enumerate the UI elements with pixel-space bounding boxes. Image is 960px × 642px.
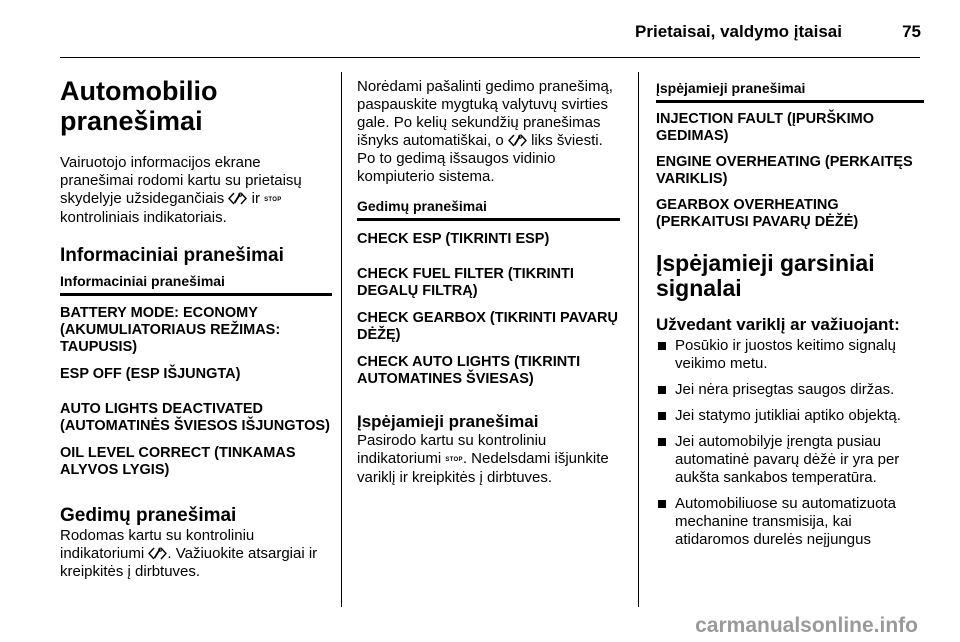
fault-paragraph xyxy=(60,527,332,581)
intro-text-a: Vairuotojo informacijos ekrane pranešimai rodomi kartu su prietaisų skydelyje užsidegančiais xyxy=(60,154,302,207)
fault-message: CHECK GEARBOX (TIKRINTI PAVARŲ DĖŽĘ) xyxy=(357,310,618,343)
header-title: Prietaisai, valdymo įtaisai xyxy=(635,22,842,41)
header-rule xyxy=(60,57,920,58)
reset-paragraph xyxy=(357,78,620,186)
intro-text-b: ir xyxy=(251,190,260,207)
sound-subheading: Užvedant variklį ar važiuojant: xyxy=(656,315,900,334)
bullet-square-icon xyxy=(658,342,666,350)
warn-table-head: Įspėjamieji pranešimai xyxy=(656,80,924,103)
stop-icon: STOP xyxy=(264,197,282,203)
list-item-text: Jei automobilyje įrengta pusiau automatinė pavarų dėžė ir yra per aukšta sankabos temperatūra. xyxy=(675,433,900,486)
bullet-square-icon xyxy=(658,386,666,394)
fault-heading: Gedimų pranešimai xyxy=(60,505,237,526)
list-item-text: Jei statymo jutikliai aptiko objektą. xyxy=(675,407,901,424)
sound-heading: Įspėjamieji garsiniai signalai xyxy=(656,250,875,301)
list-item xyxy=(656,495,924,549)
reset-text-a: Norėdami pašalinti gedimo pranešimą, paspauskite mygtuką valytuvų svirties gale. Po kelių sekundžių pranešimas išnyks automatiškai, o xyxy=(357,78,613,149)
list-item xyxy=(656,381,924,399)
list-item-text: Jei nėra prisegtas saugos diržas. xyxy=(675,381,895,398)
warn-text-a: Pasirodo kartu su kontroliniu indikatoriumi xyxy=(357,432,547,467)
fault-text-a: Rodomas kartu su kontroliniu indikatoriumi xyxy=(60,527,255,562)
warn-heading: Įspėjamieji pranešimai xyxy=(357,412,539,431)
info-message: ESP OFF (ESP IŠJUNGTA) xyxy=(60,366,241,382)
column-2 xyxy=(357,72,620,487)
warn-message: INJECTION FAULT (ĮPURŠKIMO GEDIMAS) xyxy=(656,111,875,144)
stop-icon: STOP xyxy=(445,457,463,463)
fault-message: CHECK FUEL FILTER (TIKRINTI DEGALŲ FILTRĄ) xyxy=(357,266,574,299)
sound-list xyxy=(656,337,924,549)
service-wrench-icon xyxy=(508,134,527,147)
bullet-square-icon xyxy=(658,500,666,508)
bullet-square-icon xyxy=(658,412,666,420)
list-item-text: Posūkio ir juostos keitimo signalų veikimo metu. xyxy=(675,337,896,372)
page-number: 75 xyxy=(902,22,921,41)
list-item xyxy=(656,433,924,487)
list-item-text: Automobiliuose su automatizuota mechanine transmisija, kai atidaromos durelės neįjungus xyxy=(675,495,896,548)
page-title: Automobilio pranešimai xyxy=(60,76,218,136)
info-message: OIL LEVEL CORRECT (TINKAMAS ALYVOS LYGIS) xyxy=(60,445,296,478)
service-wrench-icon xyxy=(228,192,247,205)
reset-text-b: liks šviesti. Po to gedimą išsaugos vidinio kompiuterio sistema. xyxy=(357,132,603,185)
warn-paragraph xyxy=(357,432,620,487)
info-heading: Informaciniai pranešimai xyxy=(60,245,284,266)
bullet-square-icon xyxy=(658,438,666,446)
intro-text-c: kontroliniais indikatoriais. xyxy=(60,209,227,226)
warn-message: ENGINE OVERHEATING (PERKAITĘS VARIKLIS) xyxy=(656,154,913,187)
fault-message: CHECK AUTO LIGHTS (TIKRINTI AUTOMATINES ŠVIESAS) xyxy=(357,354,581,387)
list-item xyxy=(656,407,924,425)
warn-message: GEARBOX OVERHEATING (PERKAITUSI PAVARŲ DĖŽĖ) xyxy=(656,197,859,230)
intro-paragraph xyxy=(60,154,332,227)
info-message: AUTO LIGHTS DEACTIVATED (AUTOMATINĖS ŠVIESOS IŠJUNGTOS) xyxy=(60,401,330,434)
fault-message: CHECK ESP (TIKRINTI ESP) xyxy=(357,231,550,247)
column-divider-2 xyxy=(638,72,639,607)
warn-text-b: . Nedelsdami išjunkite variklį ir kreipkitės į dirbtuves. xyxy=(357,450,609,486)
list-item xyxy=(656,337,924,373)
watermark: carmanualsonline.info xyxy=(695,614,918,637)
fault-text-b: . Važiuokite atsargiai ir kreipkitės į dirbtuves. xyxy=(60,545,318,580)
info-table-head: Informaciniai pranešimai xyxy=(60,273,332,296)
info-message: BATTERY MODE: ECONOMY (AKUMULIATORIAUS REŽIMAS: TAUPUSIS) xyxy=(60,305,281,355)
column-3 xyxy=(656,72,924,549)
column-1 xyxy=(60,72,332,581)
service-wrench-icon xyxy=(148,547,167,560)
column-divider-1 xyxy=(341,72,342,607)
fault-table-head: Gedimų pranešimai xyxy=(357,198,620,221)
